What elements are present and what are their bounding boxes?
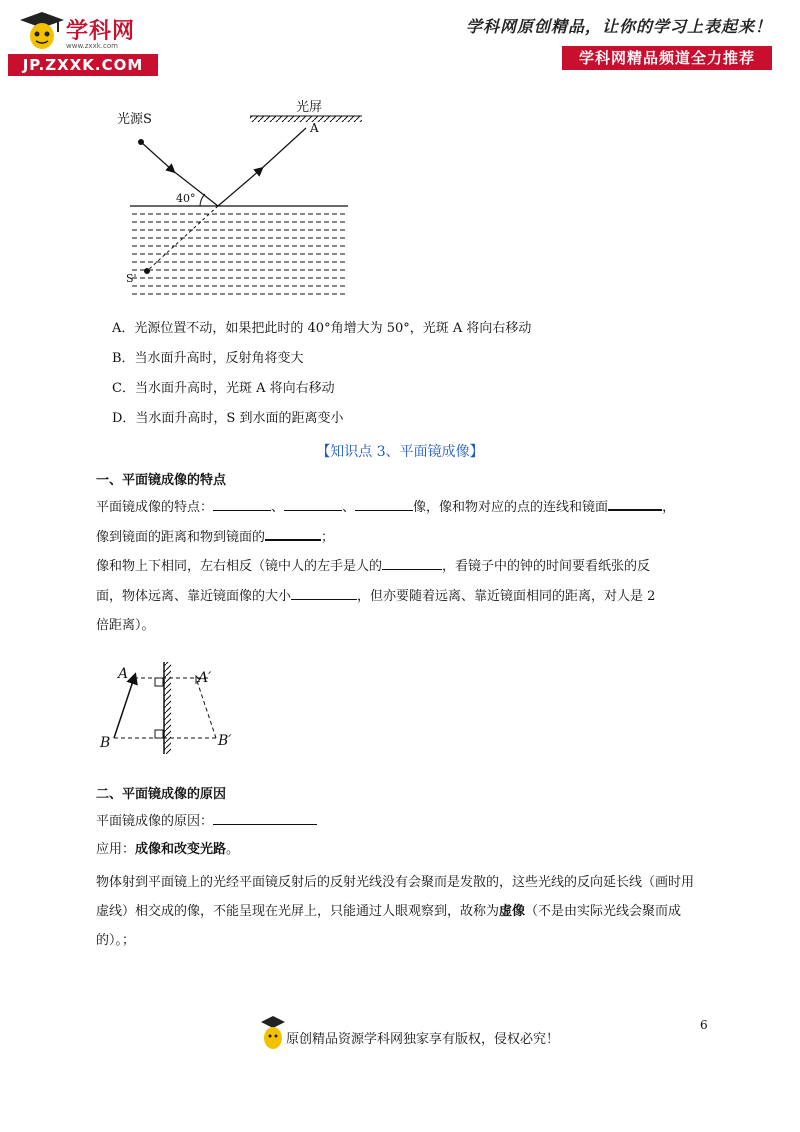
logo-subtext: www.zxxk.com <box>66 42 118 50</box>
section1-line1: 平面镜成像的特点： 、 、 像，像和物对应的点的连线和镜面 ， <box>96 496 706 518</box>
section1-line3: 像和物上下相同，左右相反（镜中人的左手是人的 ，看镜子中的钟的时间要看纸张的反 <box>96 556 706 577</box>
option-c: C．当水面升高时，光斑 A 将向右移动 <box>112 381 335 396</box>
section1-line5: 倍距离）。 <box>96 618 155 633</box>
point-a-label: A <box>118 666 129 682</box>
logo-text: 学科网 <box>66 19 136 44</box>
point-b-prime-label: B′ <box>218 733 232 749</box>
header-slogan: 学科网原创精品，让你的学习上表起来！ <box>465 17 772 36</box>
option-b: B．当水面升高时，反射角将变大 <box>112 351 304 366</box>
footer-copyright: 原创精品资源学科网独家享有版权，侵权必究！ <box>286 1032 560 1047</box>
light-source-label: 光源S <box>117 112 152 127</box>
page-number: 6 <box>700 1018 708 1032</box>
section1-heading: 一、平面镜成像的特点 <box>96 473 227 488</box>
mascot-icon <box>12 10 64 54</box>
option-d: D．当水面升高时，S 到水面的距离变小 <box>112 411 344 426</box>
section2-heading: 二、平面镜成像的原因 <box>96 787 227 802</box>
point-a-prime-label: A′ <box>198 670 212 686</box>
section1-line2: 像到镜面的距离和物到镜面的 ； <box>96 526 706 548</box>
site-logo <box>8 10 168 78</box>
section2-paragraph: 物体射到平面镜上的光经平面镜反射后的反射光线没有会聚而是发散的，这些光线的反向延长线（画时用虚线）相交成的像，不能呈现在光屏上，只能通过人眼观察到，故称为虚像（不是由实际光线会聚而成的）。； <box>96 875 695 948</box>
spot-a-label: A <box>310 121 319 135</box>
angle-label: 40° <box>176 192 196 205</box>
point-b-label: B <box>100 735 111 751</box>
image-s-label: S' <box>126 272 137 285</box>
header-channel-banner: 学科网精品频道全力推荐 <box>562 46 772 70</box>
logo-url: JP.ZXXK.COM <box>8 54 158 76</box>
section2-reason: 平面镜成像的原因： <box>96 811 706 832</box>
footer-mascot-icon <box>260 1014 286 1052</box>
section2-application: 应用：成像和改变光路。 <box>96 842 240 857</box>
knowledge-point-title: 【知识点 3、平面镜成像】 <box>316 444 484 460</box>
option-a: A．光源位置不动，如果把此时的 40°角增大为 50°，光斑 A 将向右移动 <box>112 321 532 336</box>
section1-line4: 面，物体远离、靠近镜面像的大小 ，但亦要随着远离、靠近镜面相同的距离，对人是 2 <box>96 586 706 607</box>
screen-label: 光屏 <box>296 100 323 115</box>
reflection-diagram <box>110 96 370 306</box>
